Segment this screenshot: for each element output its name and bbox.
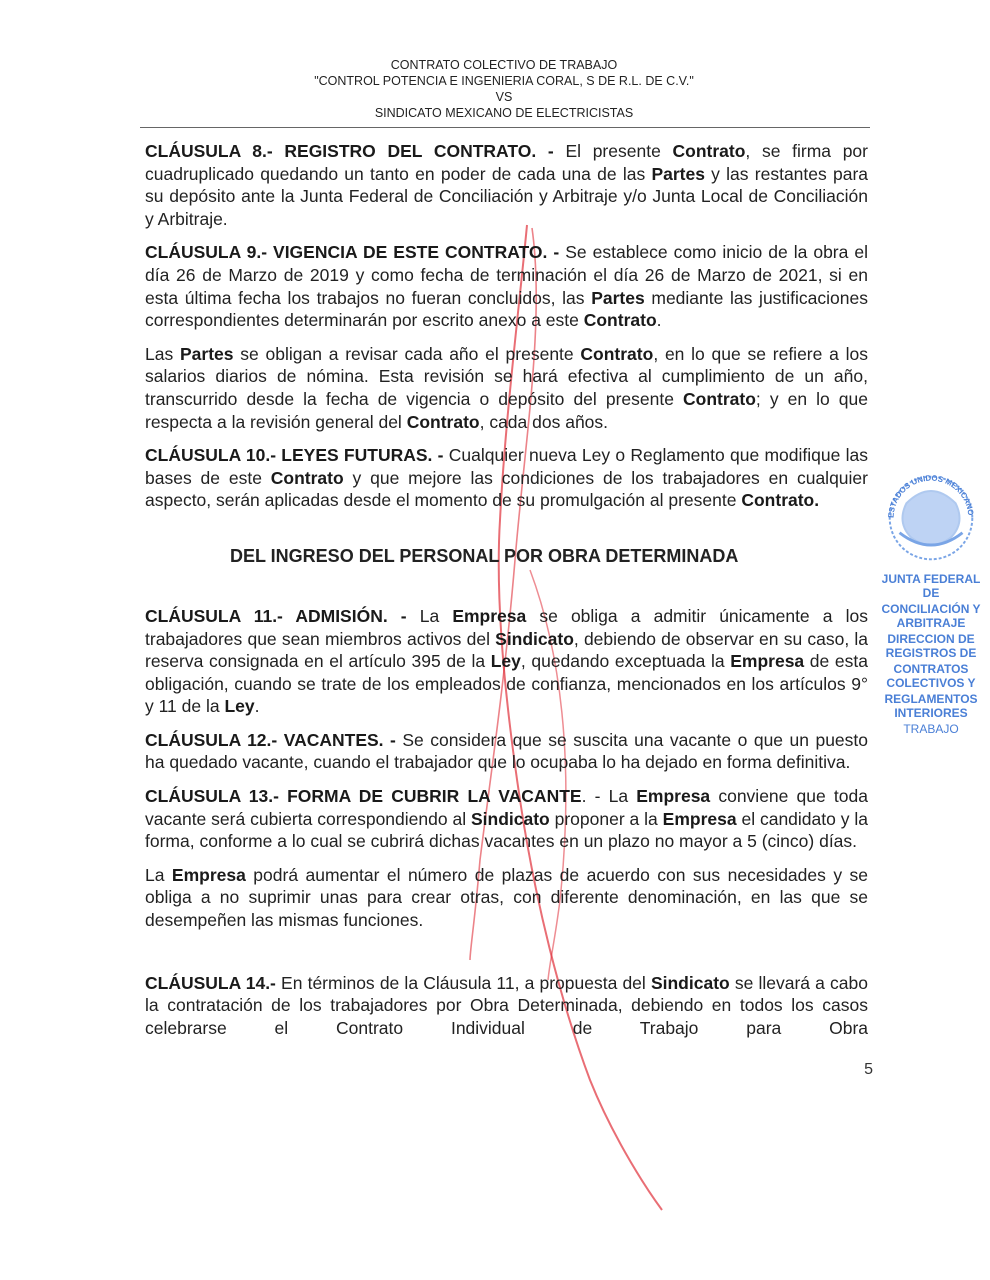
bold-text: Partes [591,287,645,308]
text: , se firma por cuadruplicado quedando un tanto en poder de cada una de las [145,141,868,184]
bold-text: CLÁUSULA 8.- REGISTRO DEL CONTRATO. - [145,141,554,161]
stamp-ring-text: ESTADOS UNIDOS MEXICANO [886,473,976,519]
bold-text: Contrato. [741,490,820,511]
text: Cualquier nueva Ley o Reglamento que modifique las bases de este [145,445,868,488]
text: ; y en lo que respecta a la revisión general del [145,388,868,432]
text: proponer a la [549,808,663,829]
text: de esta obligación, cuando se trate de los empleados de confianza, mencionados en los artículos 9° y 11 de la [145,651,868,717]
bold-text: Contrato [270,467,344,488]
text: . - La [581,786,637,807]
text: el candidato y la forma, conforme a lo cual se cubrirá dichas vacantes en un plazo no mayor a 5 (cinco) días. [145,808,868,852]
text: . [254,696,260,717]
header-line: VS [495,90,513,104]
bold-text: CLÁUSULA 9.- VIGENCIA DE ESTE CONTRATO. - [145,242,560,263]
bold-text: Empresa [171,864,246,885]
stamp-line: DIRECCION DE REGISTROS DE [885,632,977,660]
document-body [145,140,873,1079]
bold-text: Contrato [406,411,480,432]
page-number: 5 [864,1061,873,1079]
text: se llevará a cabo la contratación de los trabajadores por Obra Determinada, debiendo en todos los casos celebrarse el Contrato Individual de Trabajo para Obra [145,972,868,1038]
bold-text: Contrato [672,141,746,161]
header-line: CONTRATO COLECTIVO DE TRABAJO [390,58,618,72]
bold-text: CLÁUSULA 14.- [145,972,276,993]
bold-text: Ley [490,651,521,672]
bold-text: CLÁUSULA 11.- ADMISIÓN. - [145,605,407,626]
bold-text: CLÁUSULA 10.- LEYES FUTURAS. - [145,445,444,466]
header-line: SINDICATO MEXICANO DE ELECTRICISTAS [374,106,634,120]
text: En términos de la Cláusula 11, a propuesta del [275,972,651,993]
text: se obliga a admitir únicamente a los trabajadores que sean miembros activos del [145,605,868,649]
section-heading: DEL INGRESO DEL PERSONAL POR OBRA DETERMINADA [230,545,739,566]
stamp-line: REGLAMENTOS INTERIORES [884,692,978,720]
text: , quedando exceptuada la [520,651,731,672]
paragraph [145,140,868,230]
text: , cada dos años. [479,411,609,432]
document-header [140,57,868,121]
text: Las [145,343,180,364]
text: Se considera que se suscita una vacante o que un puesto ha quedado vacante, cuando el trabajador que lo ocupaba lo ha dejado en forma definitiva. [145,729,868,773]
paragraph [145,605,868,718]
text: mediante las justificaciones correspondientes determinarán por escrito anexo a este [145,287,868,331]
text: , debiendo de observar en su caso, la reserva consignada en el artículo 395 de la [145,628,868,672]
bold-text: Contrato [683,388,756,409]
paragraph [145,972,868,1040]
text: La [145,864,172,885]
stamp-line: TRABAJO [903,722,959,736]
text: Se establece como inicio de la obra el día 26 de Marzo de 2019 y como fecha de terminación el día 26 de Marzo de 2021, si en esta última fecha los trabajos no fueran concluidos, las [145,242,868,308]
stamp-line: CONTRATOS COLECTIVOS Y [886,662,976,690]
paragraph [145,864,868,932]
bold-text: Empresa [730,651,805,672]
header-rule [140,127,870,128]
bold-text: Contrato [583,310,657,331]
bold-text: Empresa [636,786,711,807]
seal-stamp-icon [872,468,990,568]
paragraph [145,343,868,433]
paragraph [145,444,868,512]
bold-text: Sindicato [470,808,550,829]
paragraph [145,241,868,331]
header-line: "CONTROL POTENCIA E INGENIERIA CORAL, S DE R.L. DE C.V." [314,74,694,88]
bold-text: Partes [651,163,705,184]
text: podrá aumentar el número de plazas de acuerdo con sus necesidades y se obliga a no suprimir unas para crear otras, con diferente denominación, en las que se desempeñen las mismas funciones. [145,864,869,931]
text: . [656,310,662,331]
bold-text: CLÁUSULA 13.- FORMA DE CUBRIR LA VACANTE [145,786,582,807]
bold-text: Empresa [452,605,527,626]
bold-text: CLÁUSULA 12.- VACANTES. - [145,729,396,750]
text: La [406,605,453,626]
bold-text: Sindicato [495,628,574,649]
text: se obligan a revisar cada año el presente [233,343,581,364]
stamp-line: JUNTA FEDERAL DE [881,572,981,600]
paragraph [145,729,868,774]
text: , en lo que se refiere a los salarios diarios de nómina. Esta revisión se hará efectiva al cumplimiento de un año, transcurrido desde la fecha de vigencia o depósito del presente [145,343,868,409]
stamp-line: CONCILIACIÓN Y ARBITRAJE [881,602,981,630]
text: y que mejore las condiciones de los trabajadores en cualquier aspecto, serán aplicadas desde el momento de su promulgación al presente [145,467,868,511]
bold-text: Contrato [580,343,654,364]
bold-text: Ley [224,696,255,717]
bold-text: Empresa [662,808,737,829]
text: El presente [553,141,673,161]
stamp-text [874,572,988,738]
text: y las restantes para su depósito ante la Junta Federal de Conciliación y Arbitraje y/o Junta Local de Conciliación y Arbitraje. [145,163,869,229]
text: conviene que toda vacante será cubierta correspondiendo al [145,786,868,829]
paragraph [145,785,868,853]
bold-text: Partes [179,343,234,364]
bold-text: Sindicato [650,972,730,993]
